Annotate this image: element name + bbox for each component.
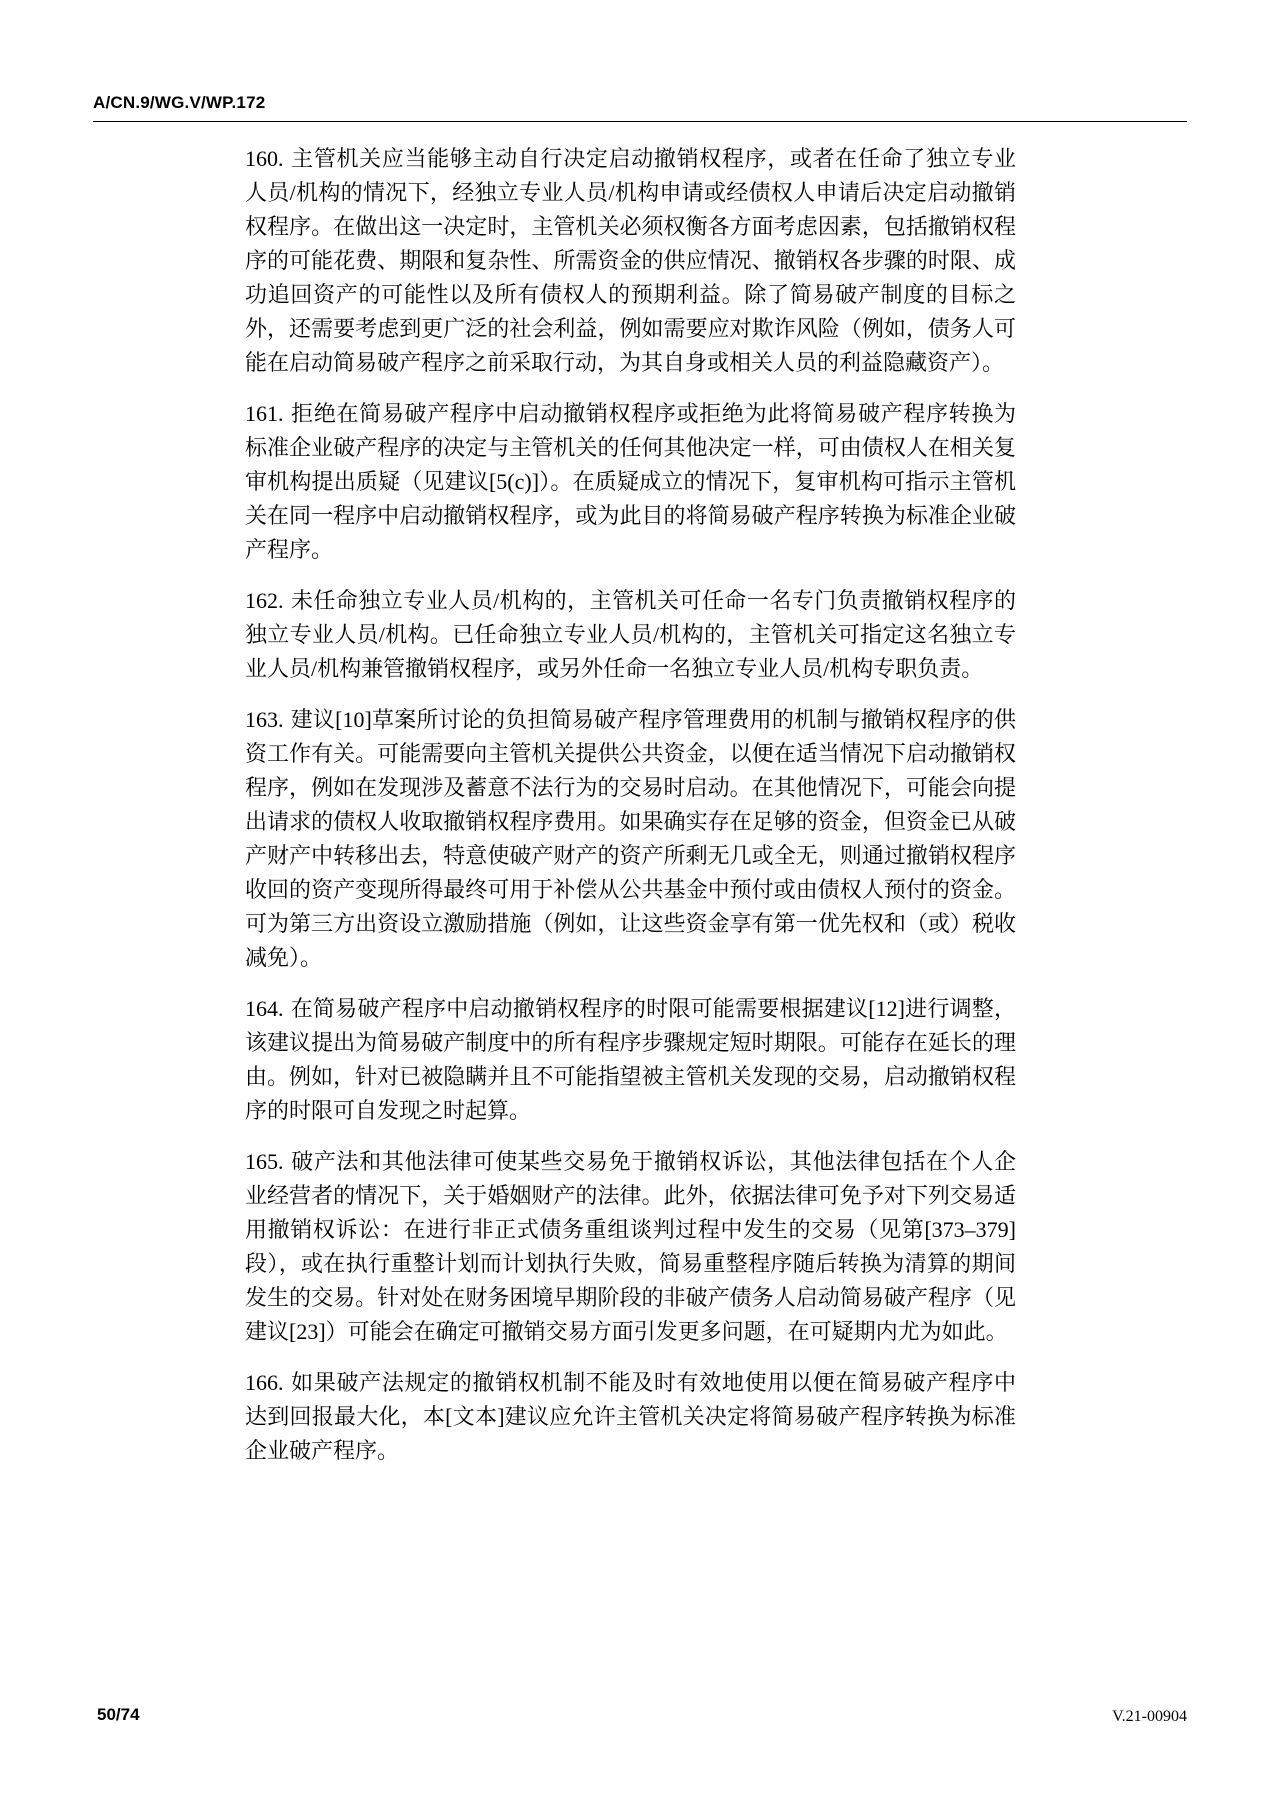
document-paragraph: [245, 992, 1016, 1128]
header-rule: [93, 121, 1187, 122]
document-paragraph: [245, 584, 1016, 686]
page-number: 50/74: [97, 1705, 140, 1724]
paragraph-number: 162.: [245, 588, 284, 613]
document-paragraph: [245, 142, 1016, 380]
paragraph-number: 165.: [245, 1149, 284, 1174]
document-paragraph: [245, 1366, 1016, 1468]
document-body: [245, 142, 1016, 1485]
paragraph-number: 166.: [245, 1370, 284, 1395]
document-paragraph: [245, 397, 1016, 567]
document-symbol: A/CN.9/WG.V/WP.172: [93, 93, 266, 112]
paragraph-number: 160.: [245, 146, 284, 171]
document-paragraph: [245, 1145, 1016, 1349]
paragraph-number: 163.: [245, 707, 284, 732]
paragraph-text: 拒绝在简易破产程序中启动撤销权程序或拒绝为此将简易破产程序转换为标准企业破产程序的决定与主管机关的任何其他决定一样，可由债权人在相关复审机构提出质疑（见建议[5(c)]）。在质疑成立的情况下，复审机构可指示主管机关在同一程序中启动撤销权程序，或为此目的将简易破产程序转换为标准企业破产程序。: [245, 401, 1016, 562]
paragraph-text: 在简易破产程序中启动撤销权程序的时限可能需要根据建议[12]进行调整，该建议提出为简易破产制度中的所有程序步骤规定短时期限。可能存在延长的理由。例如，针对已被隐瞒并且不可能指望被主管机关发现的交易，启动撤销权程序的时限可自发现之时起算。: [245, 996, 1016, 1123]
paragraph-number: 161.: [245, 401, 284, 426]
paragraph-text: 未任命独立专业人员/机构的，主管机关可任命一名专门负责撤销权程序的独立专业人员/机构。已任命独立专业人员/机构的，主管机关可指定这名独立专业人员/机构兼管撤销权程序，或另外任命一名独立专业人员/机构专职负责。: [245, 588, 1016, 681]
paragraph-text: 建议[10]草案所讨论的负担简易破产程序管理费用的机制与撤销权程序的供资工作有关。可能需要向主管机关提供公共资金，以便在适当情况下启动撤销权程序，例如在发现涉及蓄意不法行为的交易时启动。在其他情况下，可能会向提出请求的债权人收取撤销权程序费用。如果确实存在足够的资金，但资金已从破产财产中转移出去，特意使破产财产的资产所剩无几或全无，则通过撤销权程序收回的资产变现所得最终可用于补偿从公共基金中预付或由债权人预付的资金。可为第三方出资设立激励措施（例如，让这些资金享有第一优先权和（或）税收减免）。: [245, 707, 1016, 970]
paragraph-text: 主管机关应当能够主动自行决定启动撤销权程序，或者在任命了独立专业人员/机构的情况下，经独立专业人员/机构申请或经债权人申请后决定启动撤销权程序。在做出这一决定时，主管机关必须权衡各方面考虑因素，包括撤销权程序的可能花费、期限和复杂性、所需资金的供应情况、撤销权各步骤的时限、成功追回资产的可能性以及所有债权人的预期利益。除了简易破产制度的目标之外，还需要考虑到更广泛的社会利益，例如需要应对欺诈风险（例如，债务人可能在启动简易破产程序之前采取行动，为其自身或相关人员的利益隐藏资产）。: [245, 146, 1016, 375]
paragraph-text: 如果破产法规定的撤销权机制不能及时有效地使用以便在简易破产程序中达到回报最大化，本[文本]建议应允许主管机关决定将简易破产程序转换为标准企业破产程序。: [245, 1370, 1016, 1463]
paragraph-number: 164.: [245, 996, 284, 1021]
document-paragraph: [245, 703, 1016, 975]
job-number: V.21-00904: [1112, 1708, 1187, 1725]
paragraph-text: 破产法和其他法律可使某些交易免于撤销权诉讼，其他法律包括在个人企业经营者的情况下，关于婚姻财产的法律。此外，依据法律可免予对下列交易适用撤销权诉讼：在进行非正式债务重组谈判过程中发生的交易（见第[373–379]段），或在执行重整计划而计划执行失败，简易重整程序随后转换为清算的期间发生的交易。针对处在财务困境早期阶段的非破产债务人启动简易破产程序（见建议[23]）可能会在确定可撤销交易方面引发更多问题，在可疑期内尤为如此。: [245, 1149, 1016, 1344]
